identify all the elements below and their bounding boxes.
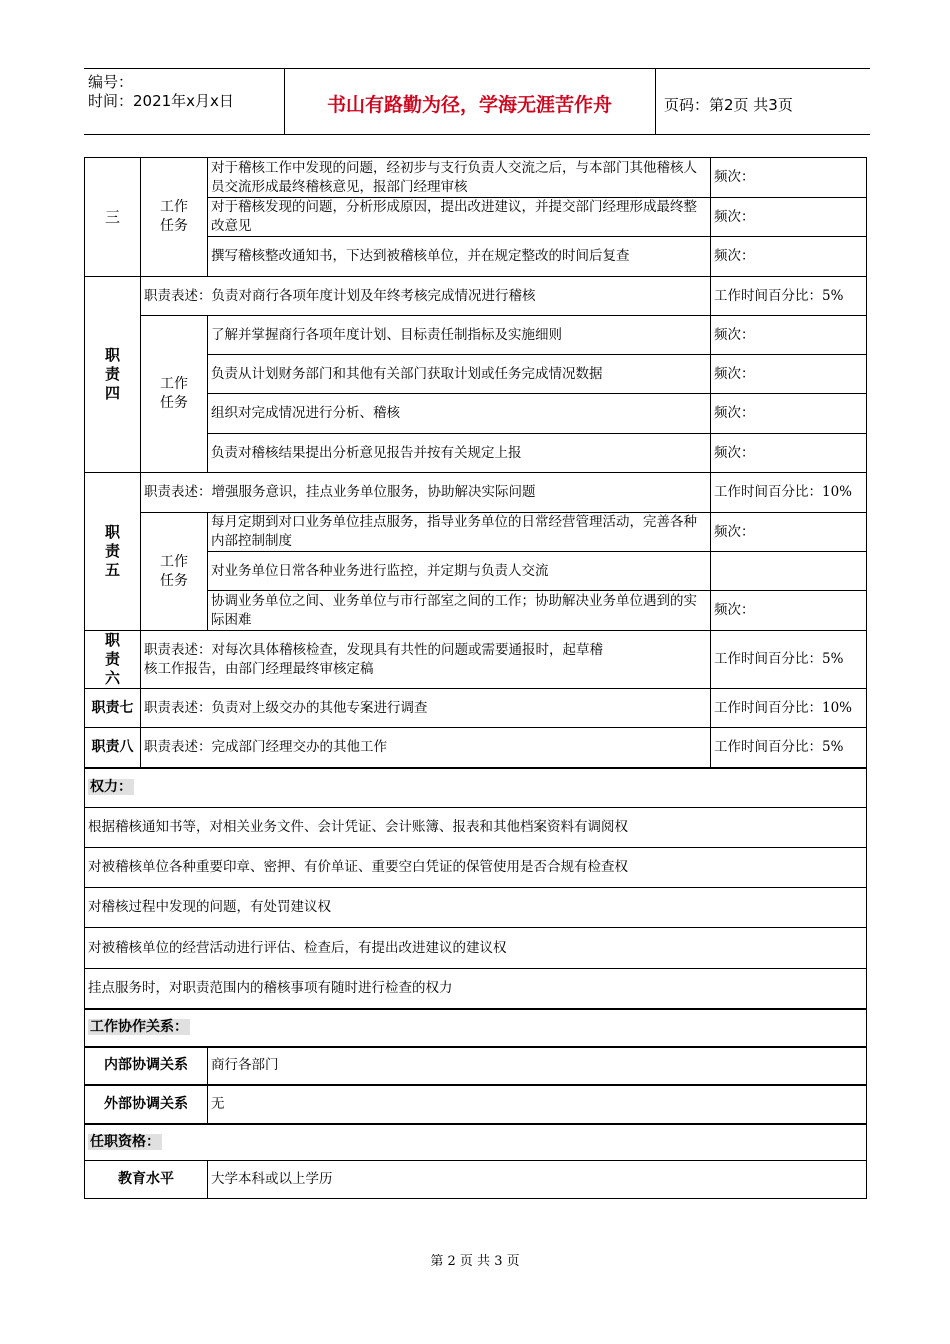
duty6-desc: 职责表述：对每次具体稽核检查，发现具有共性的问题或需要通报时，起草稽 核工作报告，由部门经理最终审核定稿 [141, 631, 711, 689]
duty4-task-freq: 频次： [711, 355, 867, 394]
duty4-task-text: 负责从计划财务部门和其他有关部门获取计划或任务完成情况数据 [208, 355, 711, 394]
duty3-task-text: 对于稽核发现的问题，分析形成原因，提出改进建议，并提交部门经理形成最终整改意见 [208, 198, 711, 237]
duty4-task-text: 负责对稽核结果提出分析意见报告并按有关规定上报 [208, 434, 711, 473]
duty3-task-freq: 频次： [711, 237, 867, 277]
duty4-task-label: 工作 任务 [141, 316, 208, 473]
duty8-pct: 工作时间百分比：5% [711, 728, 867, 768]
duty4-task-freq: 频次： [711, 394, 867, 434]
duty3-label: 三 [85, 158, 141, 277]
duty7-row [85, 689, 867, 728]
education-label: 教育水平 [85, 1161, 208, 1199]
duty6-pct: 工作时间百分比：5% [711, 631, 867, 689]
duty6-row [85, 631, 867, 689]
duty4-task-row [85, 316, 867, 355]
duty5-task-freq: 频次： [711, 591, 867, 631]
duty4-desc-row [85, 277, 867, 316]
duty7-desc: 职责表述：负责对上级交办的其他专案进行调查 [141, 689, 711, 728]
duty5-task-text: 协调业务单位之间、业务单位与市行部室之间的工作；协助解决业务单位遇到的实际困难 [208, 591, 711, 631]
duty4-task-freq: 频次： [711, 316, 867, 355]
page-footer: 第 2 页 共 3 页 [430, 1254, 520, 1269]
authority-title: 权力： [85, 768, 867, 808]
duty5-task-label: 工作 任务 [141, 513, 208, 631]
duty3-task-freq: 频次： [711, 198, 867, 237]
duty5-pct: 工作时间百分比：10% [711, 473, 867, 513]
duty5-task-row [85, 513, 867, 552]
authority-item [85, 969, 867, 1009]
duty5-desc: 职责表述：增强服务意识，挂点业务单位服务，协助解决实际问题 [141, 473, 711, 513]
authority-item-text: 挂点服务时，对职责范围内的稽核事项有随时进行检查的权力 [85, 969, 867, 1009]
education-row [85, 1161, 867, 1199]
duty5-task-text: 每月定期到对口业务单位挂点服务，指导业务单位的日常经营管理活动，完善各种内部控制制度 [208, 513, 711, 552]
doc-number-label: 编号： [88, 73, 134, 91]
qualification-title-row [85, 1124, 867, 1161]
authority-item-text: 根据稽核通知书等，对相关业务文件、会计凭证、会计账簿、报表和其他档案资料有调阅权 [85, 808, 867, 848]
internal-relation-value: 商行各部门 [208, 1047, 867, 1085]
duty3-task-row [85, 158, 867, 198]
duty4-label: 职 责 四 [85, 277, 141, 473]
duty8-row [85, 728, 867, 768]
header-motto: 书山有路勤为径，学海无涯苦作舟 [326, 94, 612, 116]
duty5-desc-row [85, 473, 867, 513]
duty3-task-freq: 频次： [711, 158, 867, 198]
authority-item-text: 对稽核过程中发现的问题，有处罚建议权 [85, 888, 867, 928]
authority-item [85, 808, 867, 848]
duty3-task-label: 工作 任务 [141, 158, 208, 277]
internal-relation-label: 内部协调关系 [85, 1047, 208, 1085]
qualification-title: 任职资格： [85, 1124, 867, 1161]
authority-item [85, 848, 867, 888]
external-relation-value: 无 [208, 1085, 867, 1124]
duty8-label: 职责八 [85, 728, 141, 768]
duty7-label: 职责七 [85, 689, 141, 728]
duty3-task-text: 撰写稽核整改通知书，下达到被稽核单位，并在规定整改的时间后复查 [208, 237, 711, 277]
duty5-label: 职 责 五 [85, 473, 141, 631]
duty7-pct: 工作时间百分比：10% [711, 689, 867, 728]
authority-item-text: 对被稽核单位各种重要印章、密押、有价单证、重要空白凭证的保管使用是否合规有检查权 [85, 848, 867, 888]
internal-relation-row [85, 1047, 867, 1085]
authority-item [85, 888, 867, 928]
page-info: 页码：第2页 共3页 [664, 96, 793, 114]
duty4-task-text: 了解并掌握商行各项年度计划、目标责任制指标及实施细则 [208, 316, 711, 355]
external-relation-row [85, 1085, 867, 1124]
external-relation-label: 外部协调关系 [85, 1085, 208, 1124]
duty8-desc: 职责表述：完成部门经理交办的其他工作 [141, 728, 711, 768]
duty4-task-freq: 频次： [711, 434, 867, 473]
duty5-task-text: 对业务单位日常各种业务进行监控，并定期与负责人交流 [208, 552, 711, 591]
duty3-task-text: 对于稽核工作中发现的问题，经初步与支行负责人交流之后，与本部门其他稽核人员交流形成最终稽核意见，报部门经理审核 [208, 158, 711, 198]
duty4-task-text: 组织对完成情况进行分析、稽核 [208, 394, 711, 434]
header-top-rule [84, 68, 870, 69]
education-value: 大学本科或以上学历 [208, 1161, 867, 1199]
authority-item [85, 928, 867, 969]
duty6-label: 职 责 六 [85, 631, 141, 689]
duty5-task-freq [711, 552, 867, 591]
relations-title: 工作协作关系： [85, 1009, 867, 1047]
doc-time-label: 时间：2021年x月x日 [88, 92, 234, 110]
duty5-task-freq: 频次： [711, 513, 867, 552]
header-bottom-rule [84, 134, 870, 135]
duty4-pct: 工作时间百分比：5% [711, 277, 867, 316]
header-divider-right [655, 68, 656, 134]
authority-title-row [85, 768, 867, 808]
relations-title-row [85, 1009, 867, 1047]
duty4-desc: 职责表述：负责对商行各项年度计划及年终考核完成情况进行稽核 [141, 277, 711, 316]
job-description-table [84, 157, 867, 1199]
authority-item-text: 对被稽核单位的经营活动进行评估、检查后，有提出改进建议的建议权 [85, 928, 867, 969]
